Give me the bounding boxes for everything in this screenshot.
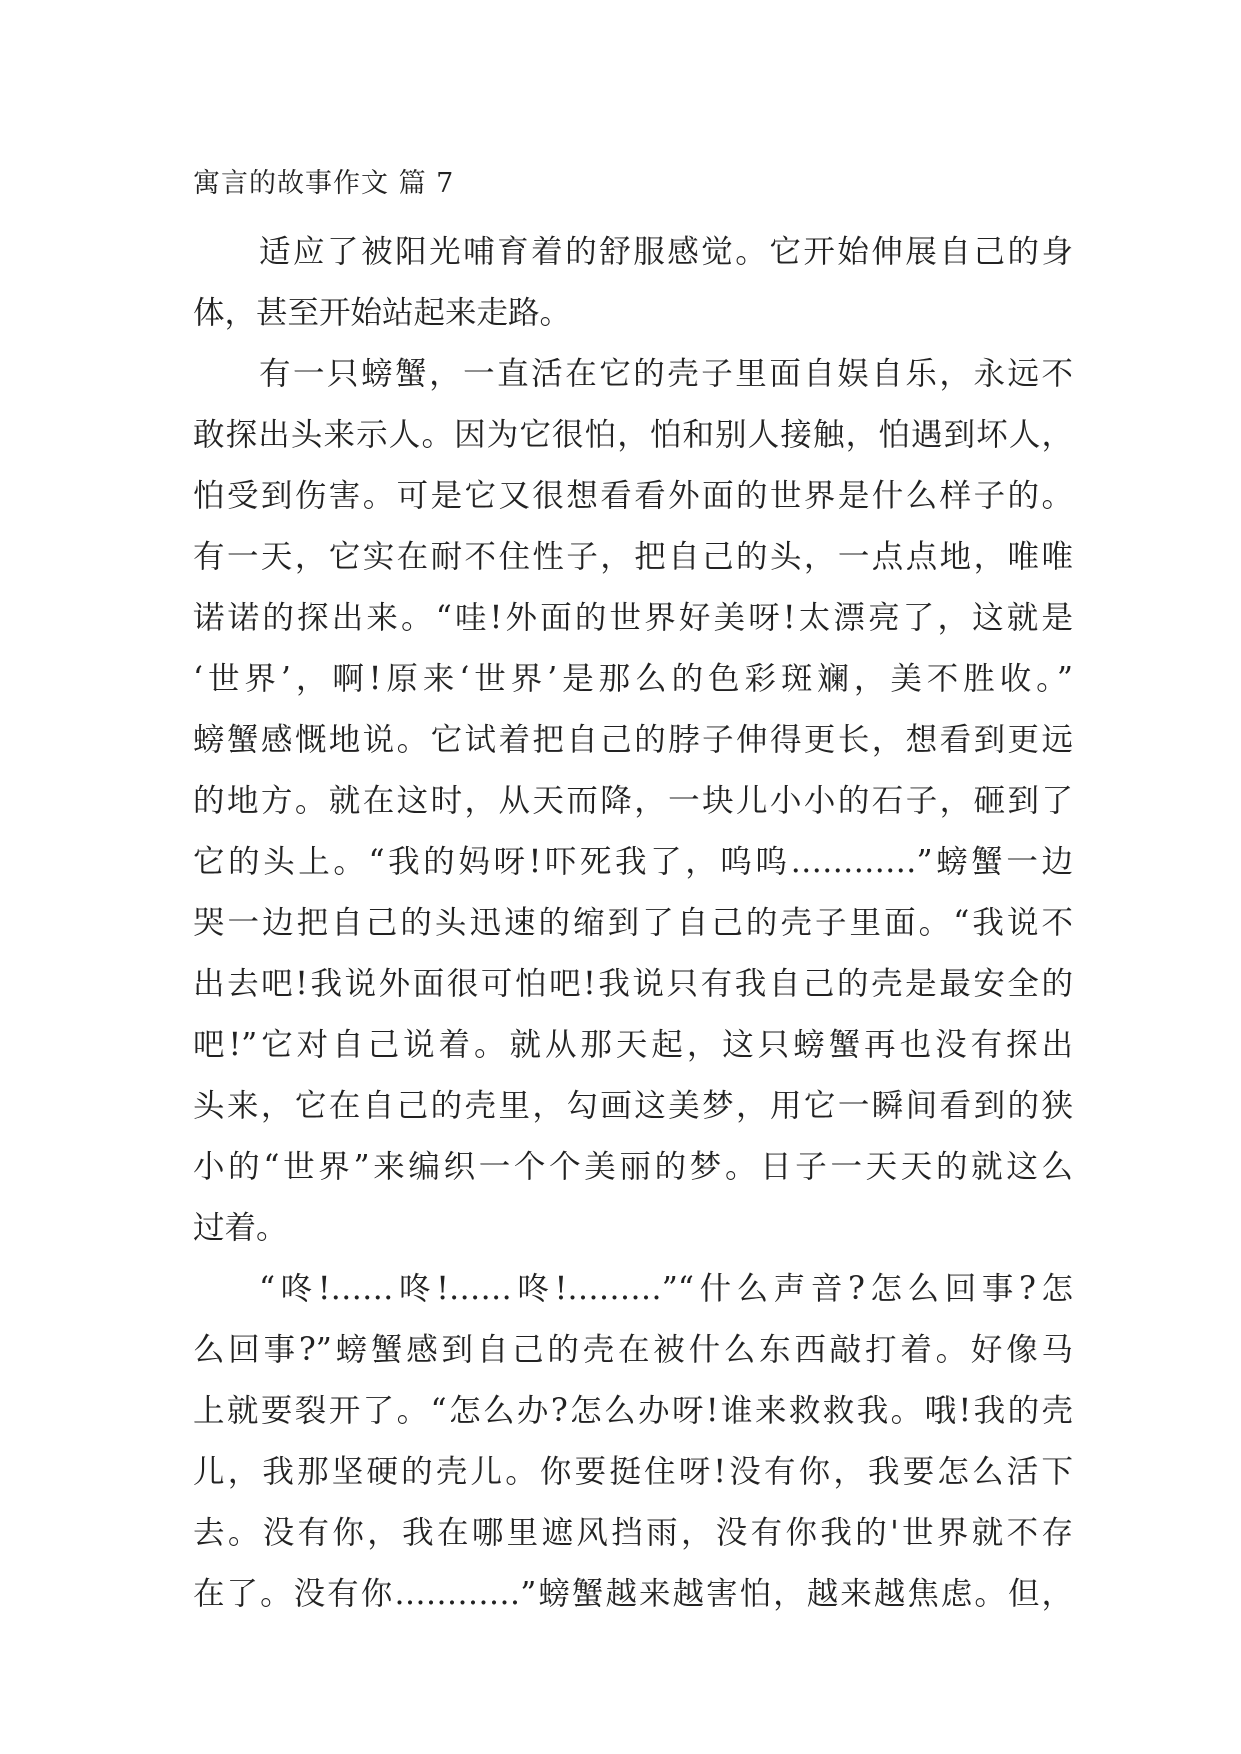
text-line: 螃蟹感慨地说。它试着把自己的脖子伸得更长，想看到更远: [193, 722, 1073, 758]
paragraph-1: [193, 222, 1073, 344]
text-line: 么回事?”螃蟹感到自己的壳在被什么东西敲打着。好像马: [193, 1332, 1073, 1368]
text-line: 哭一边把自己的头迅速的缩到了自己的壳子里面。“我说不: [193, 905, 1073, 941]
text-line: 吧!”它对自己说着。就从那天起，这只螃蟹再也没有探出: [193, 1027, 1073, 1063]
text-line: 它的头上。“我的妈呀!吓死我了，呜呜…………”螃蟹一边: [193, 844, 1073, 880]
text-line: 头来，它在自己的壳里，勾画这美梦，用它一瞬间看到的狭: [193, 1088, 1073, 1124]
text-line: 体，甚至开始站起来走路。: [193, 295, 572, 331]
text-line: 敢探出头来示人。因为它很怕，怕和别人接触，怕遇到坏人，: [193, 417, 1073, 453]
paragraph-3: [193, 1259, 1073, 1625]
text-line: 儿，我那坚硬的壳儿。你要挺住呀!没有你，我要怎么活下: [193, 1454, 1073, 1490]
text-line: 上就要裂开了。“怎么办?怎么办呀!谁来救救我。哦!我的壳: [193, 1393, 1073, 1429]
text-line: 过着。: [193, 1210, 288, 1246]
text-line: “咚!……咚!……咚!………”“什么声音?怎么回事?怎: [259, 1271, 1073, 1307]
text-line: 有一天，它实在耐不住性子，把自己的头，一点点地，唯唯: [193, 539, 1073, 575]
text-line: 诺诺的探出来。“哇!外面的世界好美呀!太漂亮了，这就是: [193, 600, 1073, 636]
text-line: 的地方。就在这时，从天而降，一块儿小小的石子，砸到了: [193, 783, 1073, 819]
text-line: ‘世界’，啊!原来‘世界’是那么的色彩斑斓，美不胜收。”: [193, 661, 1073, 697]
text-line: 怕受到伤害。可是它又很想看看外面的世界是什么样子的。: [193, 478, 1073, 514]
text-line: 去。没有你，我在哪里遮风挡雨，没有你我的'世界就不存: [193, 1515, 1073, 1551]
paragraph-2: [193, 344, 1073, 1259]
text-line: 出去吧!我说外面很可怕吧!我说只有我自己的壳是最安全的: [193, 966, 1073, 1002]
text-line: 适应了被阳光哺育着的舒服感觉。它开始伸展自己的身: [259, 234, 1073, 270]
document-title: 寓言的故事作文 篇 7: [193, 168, 455, 199]
text-line: 在了。没有你…………”螃蟹越来越害怕，越来越焦虑。但，: [193, 1576, 1073, 1612]
text-line: 小的“世界”来编织一个个美丽的梦。日子一天天的就这么: [193, 1149, 1073, 1185]
text-line: 有一只螃蟹，一直活在它的壳子里面自娱自乐，永远不: [259, 356, 1073, 392]
